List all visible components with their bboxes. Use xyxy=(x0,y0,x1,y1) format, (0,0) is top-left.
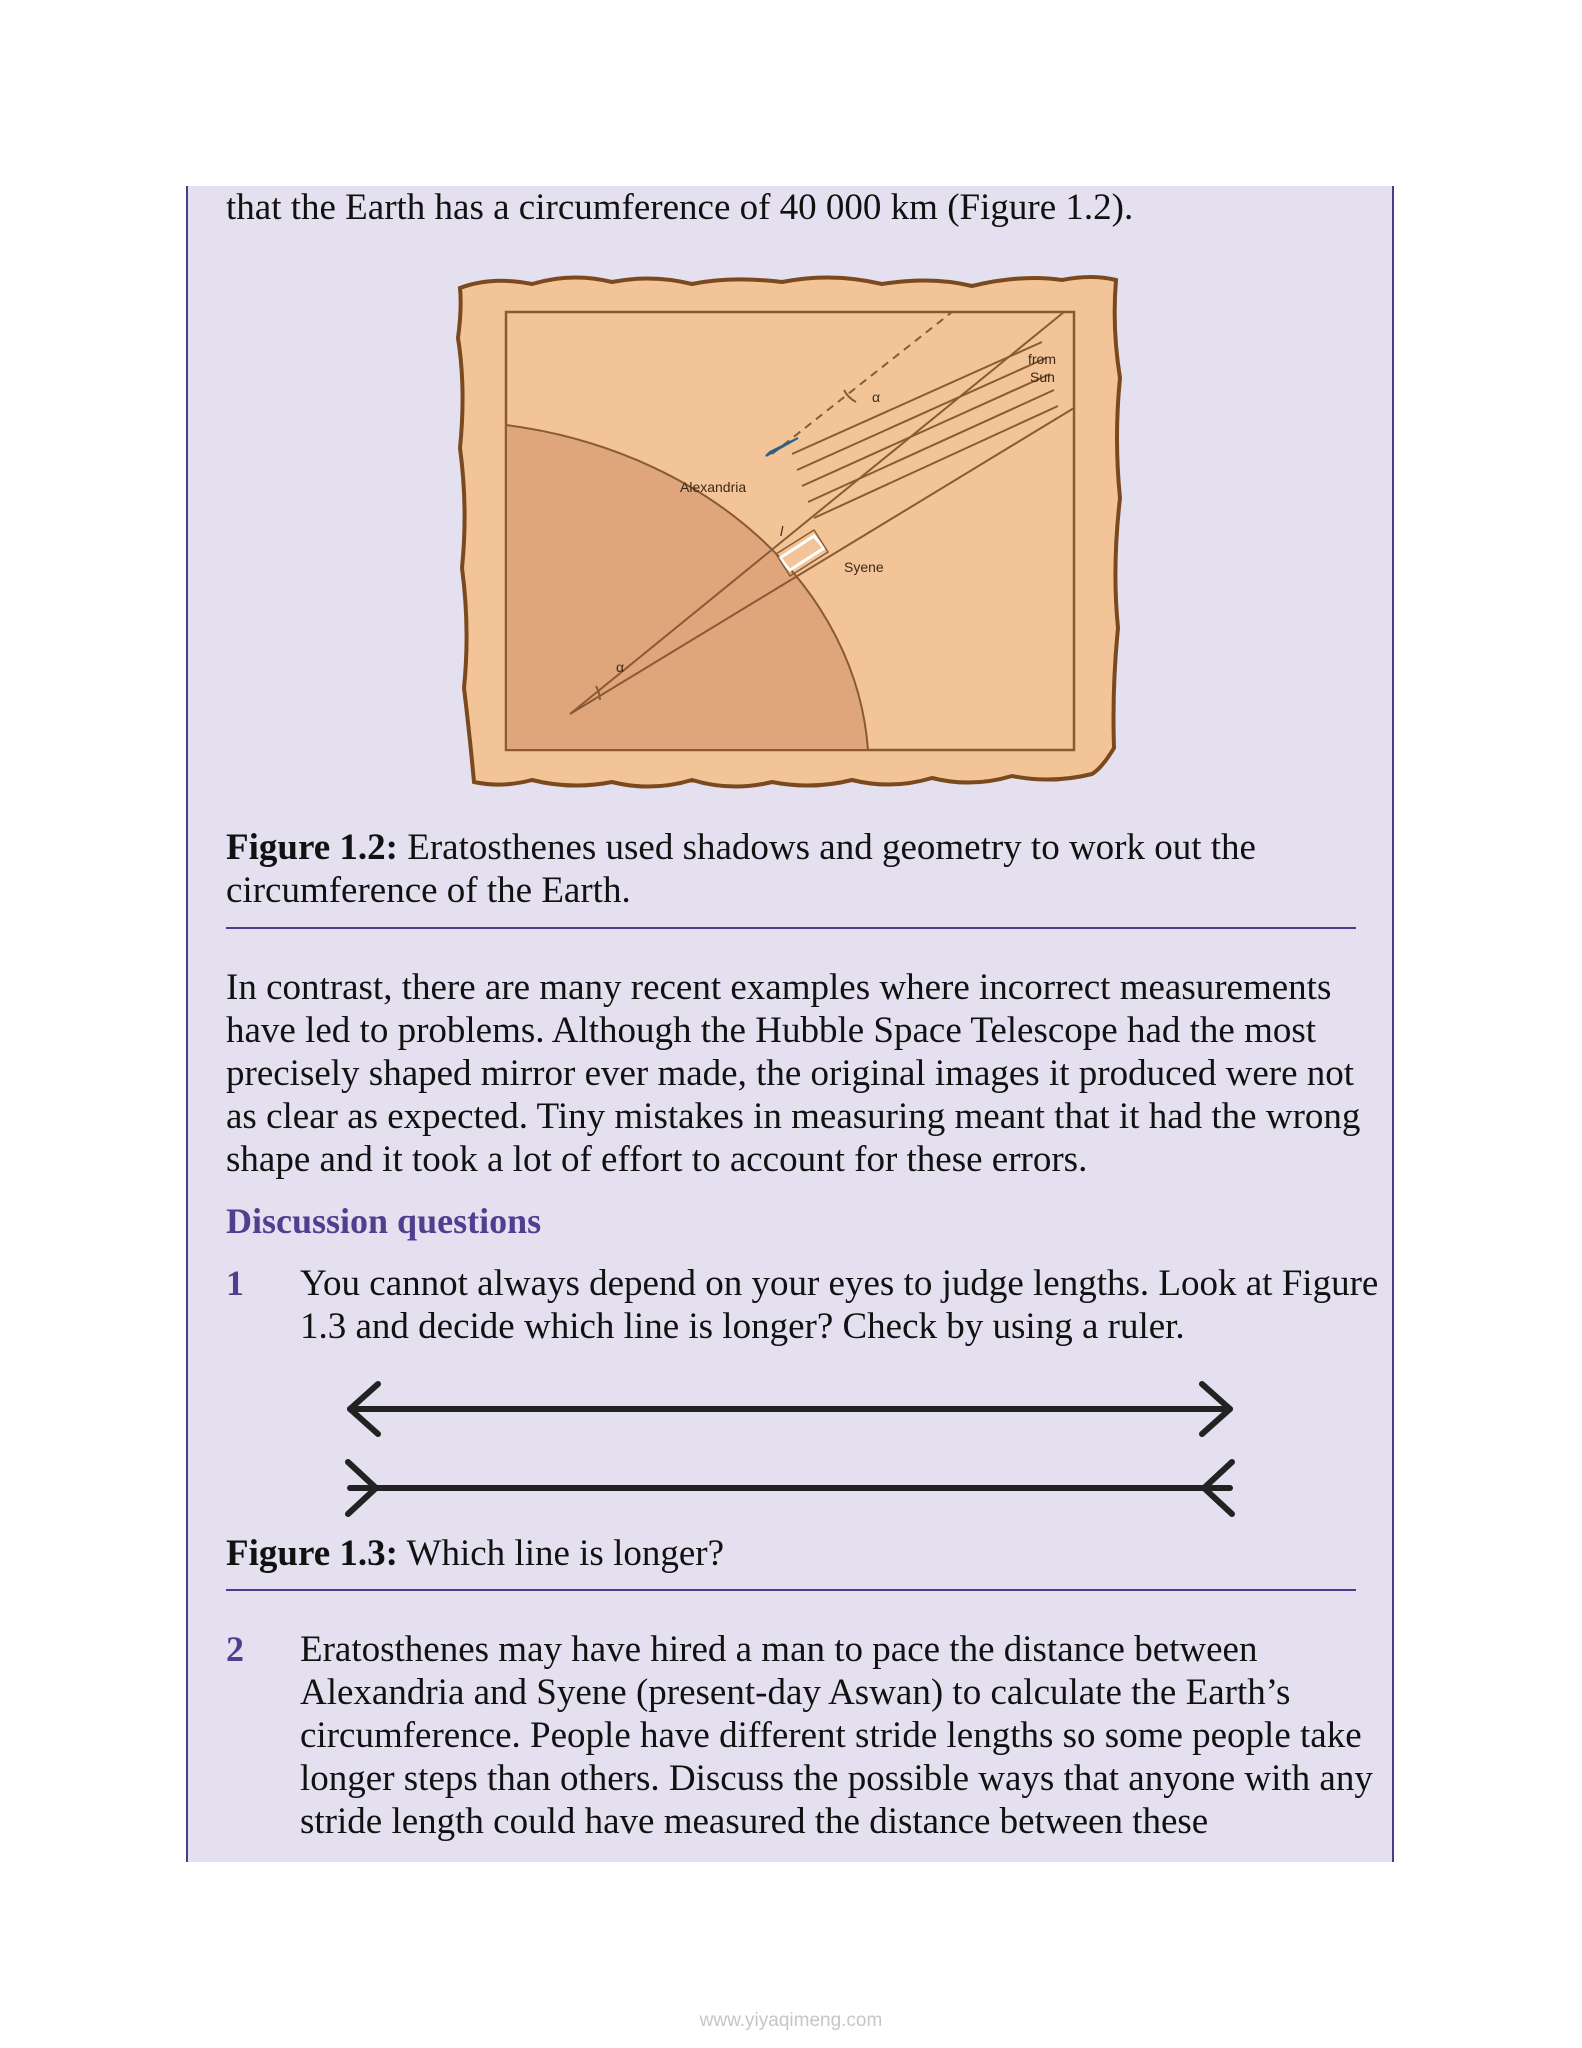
from-sun-label-2: Sun xyxy=(1030,369,1055,385)
caption-divider xyxy=(226,927,1356,929)
body-paragraph: In contrast, there are many recent examples where incorrect measurements have led to problems. Although the Hubble Space Telescope had the most precisely shaped mirror ever made, the original images it produced were not as clear as expected. Tiny mistakes in measuring meant that it had the wrong shape and it took a lot of effort to account for these errors. xyxy=(226,967,1361,1180)
intro-line: that the Earth has a circumference of 40 000 km (Figure 1.2). xyxy=(226,187,1134,228)
question-text: Eratosthenes may have hired a man to pace the distance between Alexandria and Syene (present-day Aswan) to calculate the Earth’s circumference. People have different stride lengths so some people take longer steps than others. Discuss the possible ways that anyone with any stride length could have measured the distance between these xyxy=(300,1629,1373,1842)
figure-1-2-caption xyxy=(226,826,1376,912)
question-number: 1 xyxy=(226,1263,244,1303)
question-text: You cannot always depend on your eyes to judge lengths. Look at Figure 1.3 and decide which line is longer? Check by using a ruler. xyxy=(300,1263,1379,1347)
eratosthenes-figure xyxy=(452,268,1122,808)
l-label: l xyxy=(780,523,784,539)
alpha-top-label: α xyxy=(872,389,881,405)
muller-lyer-figure xyxy=(340,1376,1240,1526)
figure-1-3-caption xyxy=(226,1532,1376,1575)
discussion-heading: Discussion questions xyxy=(226,1201,542,1241)
figure-1-3-label: Figure 1.3: xyxy=(226,1533,398,1574)
question-number: 2 xyxy=(226,1629,244,1669)
figure-1-2-text: Eratosthenes used shadows and geometry to work out the circumference of the Earth. xyxy=(226,827,1256,911)
caption-divider xyxy=(226,1589,1356,1591)
figure-1-3-text: Which line is longer? xyxy=(397,1533,725,1574)
figure-1-2-label: Figure 1.2: xyxy=(226,827,398,868)
from-sun-label-1: from xyxy=(1028,351,1056,367)
syene-label: Syene xyxy=(844,559,884,575)
alpha-bottom-label: α xyxy=(616,659,625,675)
alexandria-label: Alexandria xyxy=(680,479,747,495)
watermark: www.yiyaqimeng.com xyxy=(699,2010,883,2031)
